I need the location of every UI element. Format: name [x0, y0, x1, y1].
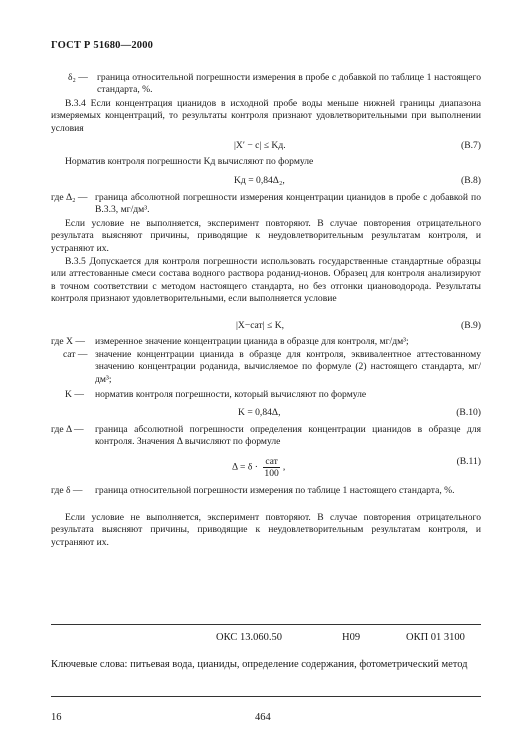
definition-text: измеренное значение концентрации цианида в образце для контроля, мг/дм³;: [95, 336, 409, 347]
formula-b11: [232, 456, 285, 479]
footer-divider: [51, 624, 481, 625]
formula-b9: |X−cат| ≤ K,: [236, 320, 285, 331]
definition-label: K —: [65, 389, 84, 400]
formula-number-b8: (В.8): [461, 175, 481, 186]
definition-text: граница абсолютной погрешности измерения концентрации цианидов в пробе с добавкой по В.3.3, мг/дм³.: [95, 192, 481, 216]
definition-label: где δ —: [51, 485, 83, 496]
okp-code: ОКП 01 3100: [406, 632, 465, 643]
oks-code: ОКС 13.060.50: [216, 632, 282, 643]
keywords-divider: [51, 696, 481, 697]
formula-b8: Kд = 0,84Δ₂,: [234, 175, 285, 186]
definition-label: cат —: [63, 349, 88, 360]
definition-text: граница абсолютной погрешности определения концентрации цианидов в образце для контроля. Значения Δ вычисляют по формуле: [95, 424, 481, 448]
fraction-numerator: cат: [265, 456, 278, 467]
definition-text: норматив контроля погрешности, который вычисляют по формуле: [95, 389, 367, 400]
definition-label: где Δ —: [51, 424, 84, 435]
paragraph-fail-2: Если условие не выполняется, эксперимент повторяют. В случае повторения отрицательного результата выясняют причины, приводящие к неудовлетворительным результатам контроля, и устраняют их.: [51, 512, 481, 548]
definition-text: граница относительной погрешности измерения в пробе с добавкой по таблице 1 настоящего стандарта, %.: [97, 72, 481, 96]
paragraph-b-3-4: В.3.4 Если концентрация цианидов в исходной пробе воды меньше нижней границы диапазона измеряемых концентраций, то результаты контроля признают удовлетворительными при выполнении условия: [51, 98, 481, 134]
formula-tail: ,: [282, 461, 286, 473]
formula-lhs: Δ = δ ·: [232, 461, 258, 473]
fraction-denominator: 100: [264, 468, 279, 479]
formula-number-b10: (В.10): [456, 407, 481, 418]
formula-b7: |X′ − c| ≤ Kд.: [234, 140, 286, 151]
definition-text: значение концентрации цианида в образце для контроля, эквивалентное аттестованному значению концентрации роданида, вычисляемое по формуле (2) настоящего стандарта, мг/дм³;: [95, 349, 481, 385]
definition-label: где Δ₂ —: [51, 192, 88, 203]
formula-number-b9: (В.9): [461, 320, 481, 331]
paragraph-fail-1: Если условие не выполняется, эксперимент повторяют. В случае повторения отрицательного результата выясняют причины, приводящие к неудовлетворительным результатам контроля, и устраняют их.: [51, 218, 481, 254]
formula-number-b11: (В.11): [456, 456, 481, 467]
formula-number-b7: (В.7): [461, 140, 481, 151]
definition-text: граница относительной погрешности измерения по таблице 1 настоящего стандарта, %.: [95, 485, 455, 496]
paragraph-b-3-5: В.3.5 Допускается для контроля погрешности использовать государственные стандартные образцы или аттестованные смеси состава водного раствора роданид-ионов. Образец для контроля анализируют в точном соответствии с методом настоящего стандарта, но без отгонки циановодорода. Результаты контроля признают удовлетворительными, если выполняется условие: [51, 256, 481, 305]
fraction: [263, 456, 279, 479]
kd-intro: Норматив контроля погрешности Kд вычисляют по формуле: [65, 156, 314, 167]
page-number: 16: [51, 712, 62, 723]
keywords: Ключевые слова: питьевая вода, цианиды, определение содержания, фотометрический метод: [51, 659, 468, 670]
definition-label: δ₂ —: [68, 72, 88, 83]
standard-header: ГОСТ Р 51680—2000: [51, 40, 154, 51]
formula-b10: K = 0,84Δ,: [238, 407, 281, 418]
classifier-code: Н09: [342, 632, 361, 643]
definition-label: где X —: [51, 336, 85, 347]
sheet-number: 464: [255, 712, 271, 723]
